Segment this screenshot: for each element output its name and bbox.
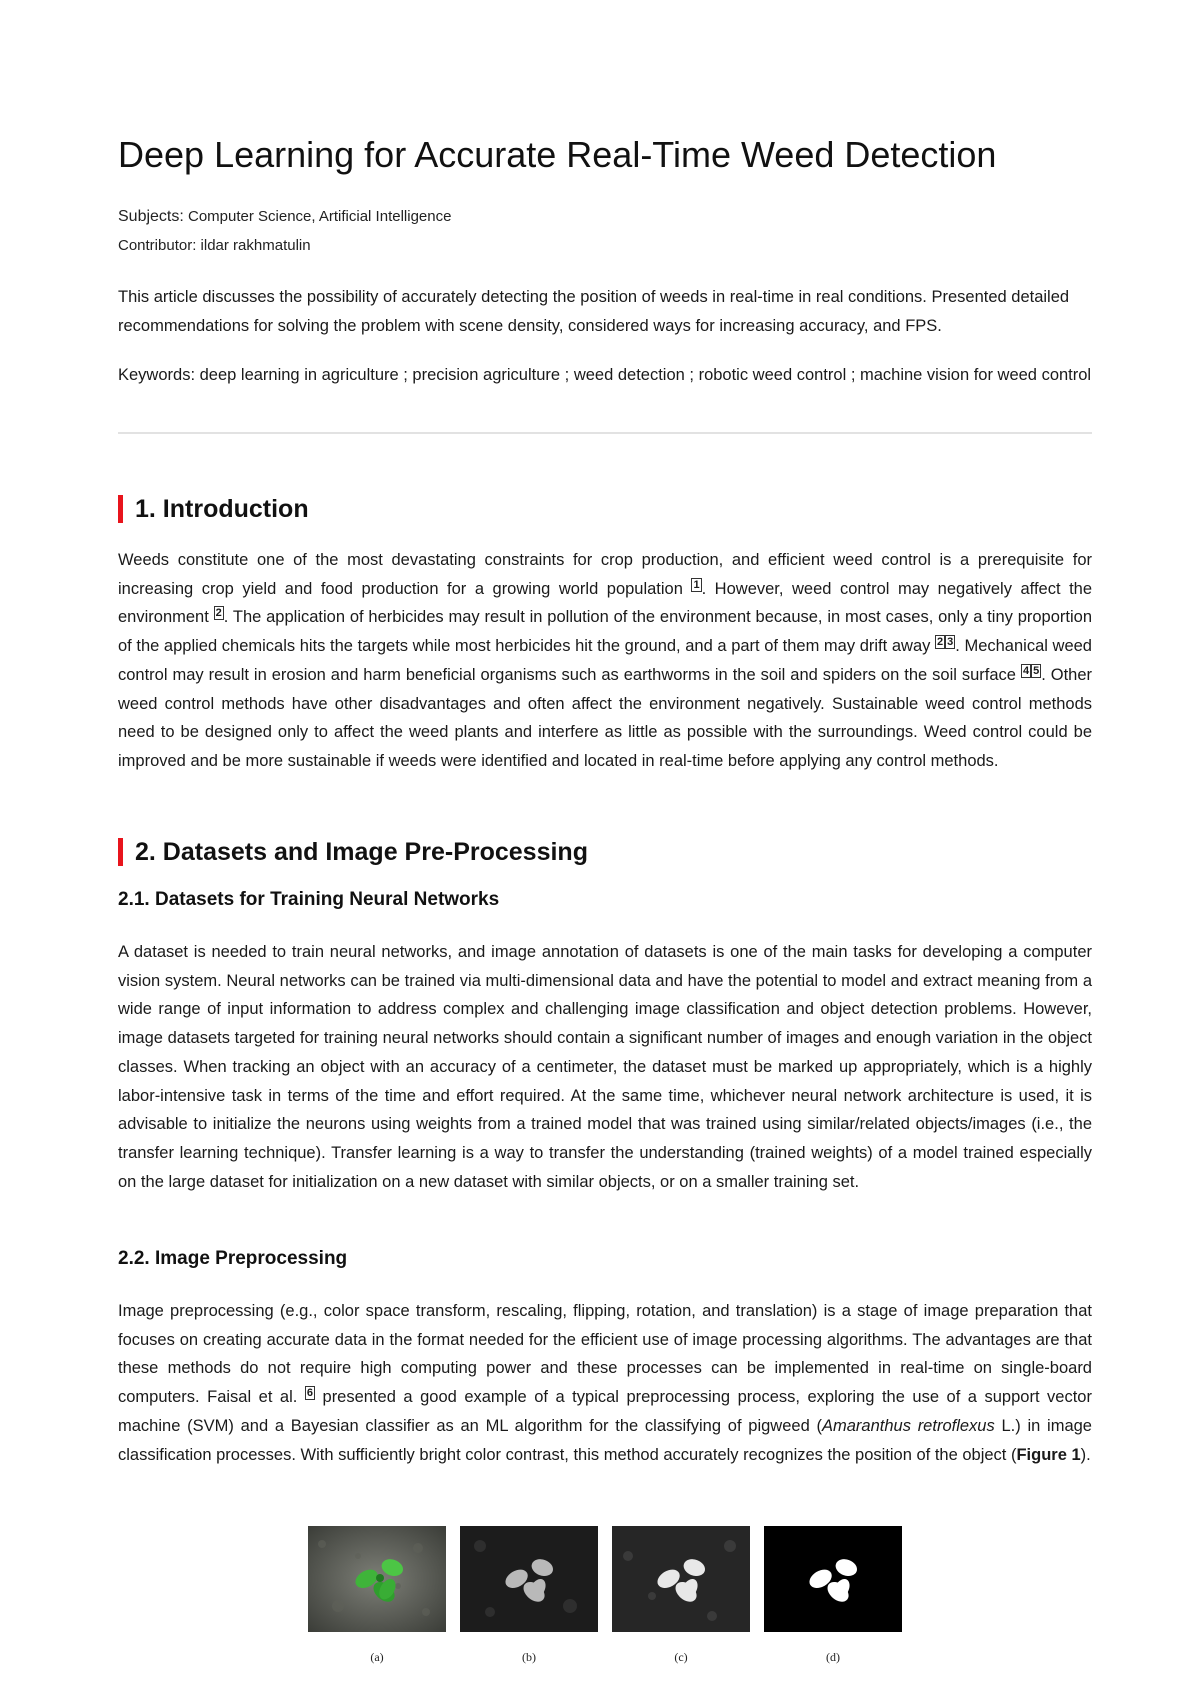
heading-accent-bar	[118, 838, 123, 866]
citation-number[interactable]: 5	[1033, 664, 1040, 677]
subjects-value[interactable]: Computer Science, Artificial Intelligence	[187, 208, 452, 225]
heading-text: 1. Introduction	[135, 495, 309, 523]
panel-label-b: (b)	[522, 1650, 536, 1664]
heading-accent-bar	[118, 495, 123, 523]
panel-label-a: (a)	[370, 1650, 384, 1664]
abstract: This article discusses the possibility of accurately detecting the position of weeds in real-time in real conditions. Presented detailed recommendations for solving the problem with scene density, considered ways for increasing accuracy, and FPS.	[118, 288, 1070, 335]
preproc-text-2: presented a good example of a typical preprocessing process, exploring the use of a support vector machine (SVM) and a Bayesian classifier as an ML algorithm for the classifying of pigweed (	[118, 1388, 1092, 1435]
preproc-text-1: Image preprocessing (e.g., color space transform, rescaling, flipping, rotation, and translation) is a stage of image preparation that focuses on creating accurate data in the format needed for the efficient use of image processing algorithms. The advantages are that these methods do not require high computing power and these processes can be implemented in real-time on single-board computers. Faisal et al.	[118, 1302, 1092, 1407]
citation-number[interactable]: 3	[947, 636, 954, 649]
subjects-label: Subjects:	[118, 208, 184, 225]
section-heading-introduction	[118, 494, 309, 524]
citation-number[interactable]: 6	[306, 1387, 313, 1400]
page-title: Deep Learning for Accurate Real-Time Weed Detection	[118, 134, 997, 175]
intro-text-1: Weeds constitute one of the most devastating constraints for crop production, and efficient weed control is a prerequisite for increasing crop yield and food production for a growing world population	[118, 551, 1092, 598]
introduction-paragraph	[118, 546, 1092, 776]
figure-reference[interactable]: Figure 1	[1016, 1445, 1081, 1464]
keywords: Keywords: deep learning in agriculture ; precision agriculture ; weed detection ; robotic weed control ; machine vision for weed control	[118, 366, 1092, 384]
subjects-line	[118, 208, 451, 226]
figure-1	[308, 1526, 908, 1676]
figure-panel-c	[612, 1526, 750, 1632]
citation[interactable]	[305, 1384, 315, 1399]
heading-text: 2. Datasets and Image Pre-Processing	[135, 838, 588, 866]
intro-text-3: . The application of herbicides may result in pollution of the environment because, in most cases, only a tiny proportion of the applied chemicals hits the targets while most herbicides hit the ground, and a part of them may drift away	[118, 608, 1092, 656]
intro-text-5: . Other weed control methods have other disadvantages and often affect the environment negatively. Sustainable weed control methods need to be designed only to affect the weed plants and interfere as little as possible with the surroundings. Weed control could be improved and be more sustainable if weeds were identified and located in real-time before applying any control methods.	[118, 665, 1092, 770]
citation-number[interactable]: 4	[1022, 664, 1030, 677]
panel-label-c: (c)	[674, 1650, 688, 1664]
citation-number[interactable]: 2	[215, 607, 222, 620]
section-heading-datasets	[118, 837, 588, 867]
figure-panel-d	[764, 1526, 902, 1632]
figure-panel-b	[460, 1526, 598, 1632]
intro-text-4: . Mechanical weed control may result in erosion and harm beneficial organisms such as earthworms in the soil and spiders on the soil surface	[118, 637, 1092, 684]
species-name: Amaranthus retroflexus	[821, 1416, 995, 1435]
preproc-text-4: ).	[1080, 1445, 1091, 1464]
citation-number[interactable]: 1	[693, 578, 700, 591]
preproc-text-3: L.) in image classification processes. With sufficiently bright color contrast, this method accurately recognizes the position of the object (	[118, 1416, 1092, 1464]
preprocessing-paragraph	[118, 1297, 1092, 1469]
citation[interactable]	[691, 576, 701, 591]
subsection-heading-image-preprocessing: 2.2. Image Preprocessing	[118, 1248, 348, 1269]
datasets-paragraph: A dataset is needed to train neural networks, and image annotation of datasets is one of the main tasks for developing a computer vision system. Neural networks can be trained via multi-dimensional data and have the potential to model and extract meaning from a wide range of input information to address complex and challenging image classification and object detection problems. However, image datasets targeted for training neural networks should contain a significant number of images and enough variation in the object classes. When tracking an object with an accuracy of a centimeter, the dataset must be marked up appropriately, which is a highly labor-intensive task in terms of the time and effort required. At the same time, whichever neural network architecture is used, it is advisable to initialize the neurons using weights from a trained model that was trained using similar/related objects/images (i.e., the transfer learning technique). Transfer learning is a way to transfer the understanding (trained weights) of a model trained especially on the large dataset for initialization on a new dataset with similar objects, or on a smaller training set.	[118, 943, 1092, 1191]
intro-text-2: . However, weed control may negatively affect the environment	[118, 579, 1093, 627]
citation[interactable]	[1021, 662, 1041, 677]
citation-number[interactable]: 2	[937, 636, 944, 649]
citation[interactable]	[214, 604, 224, 619]
contributor-line: Contributor: ildar rakhmatulin	[118, 237, 311, 254]
subsection-heading-datasets-training: 2.1. Datasets for Training Neural Networks	[118, 889, 500, 910]
panel-label-d: (d)	[826, 1650, 840, 1664]
figure-panel-a	[308, 1526, 446, 1632]
citation[interactable]	[935, 633, 955, 648]
divider	[118, 432, 1092, 434]
